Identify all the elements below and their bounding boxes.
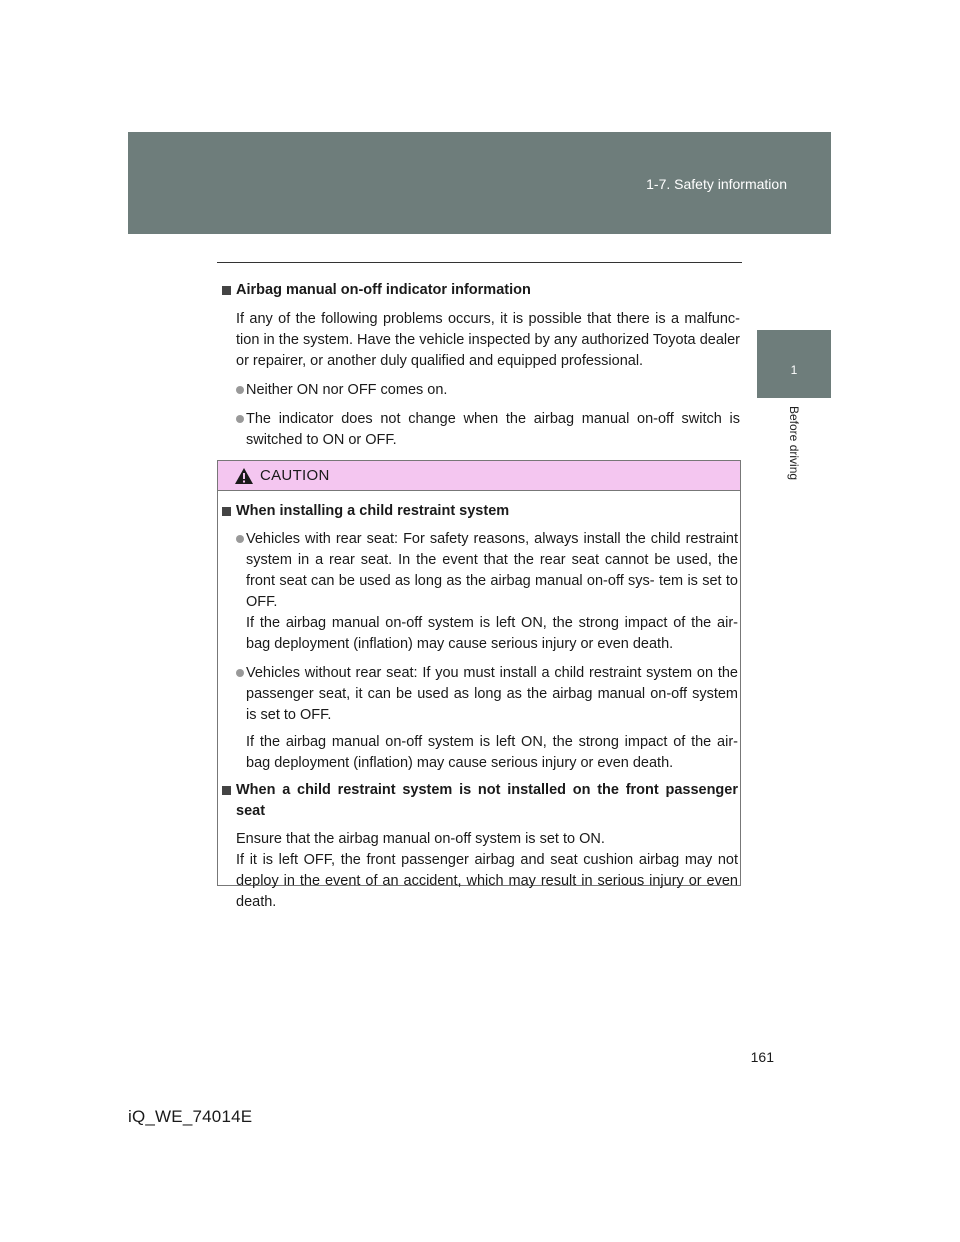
chapter-number: 1 [790,363,798,377]
info-section [222,280,740,459]
warning-triangle-icon [234,467,254,485]
section-divider [217,262,742,263]
caution-box [217,460,741,910]
info-bullet: The indicator does not change when the airbag manual on-off switch is switched to ON or OFF. [236,409,740,451]
caution-bullet: Vehicles without rear seat: If you must install a child restraint system on the passenger seat, it can be used as long as the airbag manual on-off system is set to OFF. [236,663,738,726]
info-heading: Airbag manual on-off indicator information [222,280,740,301]
caution-heading: When installing a child restraint system [222,501,738,522]
caution-text: Ensure that the airbag manual on-off system is set to ON. If it is left OFF, the front passenger airbag and seat cushion airbag may not deploy in the event of an accident, which may result in serious injury or even death. [236,831,738,910]
page-number: 161 [750,1049,774,1065]
chapter-label: Before driving [787,406,801,481]
caution-bullet-continuation: If the airbag manual on-off system is left ON, the strong impact of the air- bag deployment (inflation) may cause serious injury or even death. [246,734,738,771]
info-bullet: Neither ON nor OFF comes on. [236,380,740,401]
chapter-tab [757,330,831,398]
header-band [128,132,831,234]
caution-bullet: Vehicles with rear seat: For safety reasons, always install the child restraint system in a rear seat. In the event that the rear seat cannot be used, the front seat can be used as long as the airbag manual on-off sys- tem is set to OFF. If the airbag manual on-off system is left ON, the strong impact of the air- bag deployment (inflation) may cause serious injury or even death. [236,529,738,655]
caution-body [222,501,738,921]
caution-header [218,461,740,491]
document-code: iQ_WE_74014E [128,1107,253,1126]
section-title: 1-7. Safety information [646,176,787,192]
caution-title: CAUTION [260,467,330,484]
info-intro: If any of the following problems occurs, it is possible that there is a malfunc- tion in the system. Have the vehicle inspected by any authorized Toyota dealer or repairer, or another duly qualified and equipped professional. [236,311,740,369]
caution-heading: When a child restraint system is not installed on the front passenger seat [222,780,738,822]
